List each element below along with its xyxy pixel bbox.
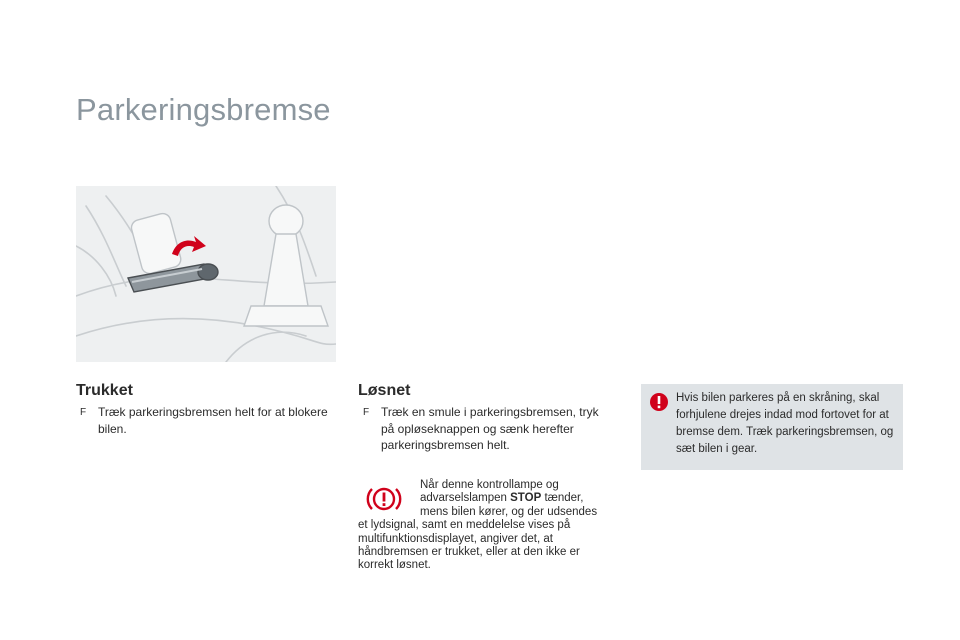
page-title: Parkeringsbremse — [76, 92, 331, 127]
exclamation-warning-icon — [649, 392, 669, 412]
trukket-text: Træk parkeringsbremsen helt for at blokere bilen. — [98, 405, 328, 436]
section-heading-trukket: Trukket — [76, 382, 133, 399]
brake-warning-icon — [366, 485, 402, 513]
bullet-icon: F — [363, 407, 370, 418]
warning-note — [358, 479, 608, 573]
parking-brake-lever-illustration — [76, 186, 336, 362]
info-box — [641, 384, 903, 470]
stop-label: STOP — [510, 492, 542, 505]
bullet-icon: F — [80, 407, 87, 418]
list-item — [80, 404, 340, 437]
info-text: Hvis bilen parkeres på en skråning, skal forhjulene drejes indad mod fortovet for at bremse dem. Træk parkeringsbremsen, og sæt bilen i gear. — [676, 392, 894, 455]
losnet-text: Træk en smule i parkeringsbremsen, tryk på opløseknappen og sænk herefter parkeringsbremsen helt. — [381, 405, 599, 452]
note-text-before: Når denne kontrollampe og advarselslampen — [420, 479, 559, 505]
list-item — [363, 404, 611, 454]
section-heading-losnet: Løsnet — [358, 382, 411, 399]
note-text-after: tænder, mens bilen kører, og der udsendes et lydsignal, samt en meddelelse vises på multifunktionsdisplayet, angiver det, at håndbremsen er trukket, eller at den ikke er korrekt løsnet. — [358, 492, 598, 572]
